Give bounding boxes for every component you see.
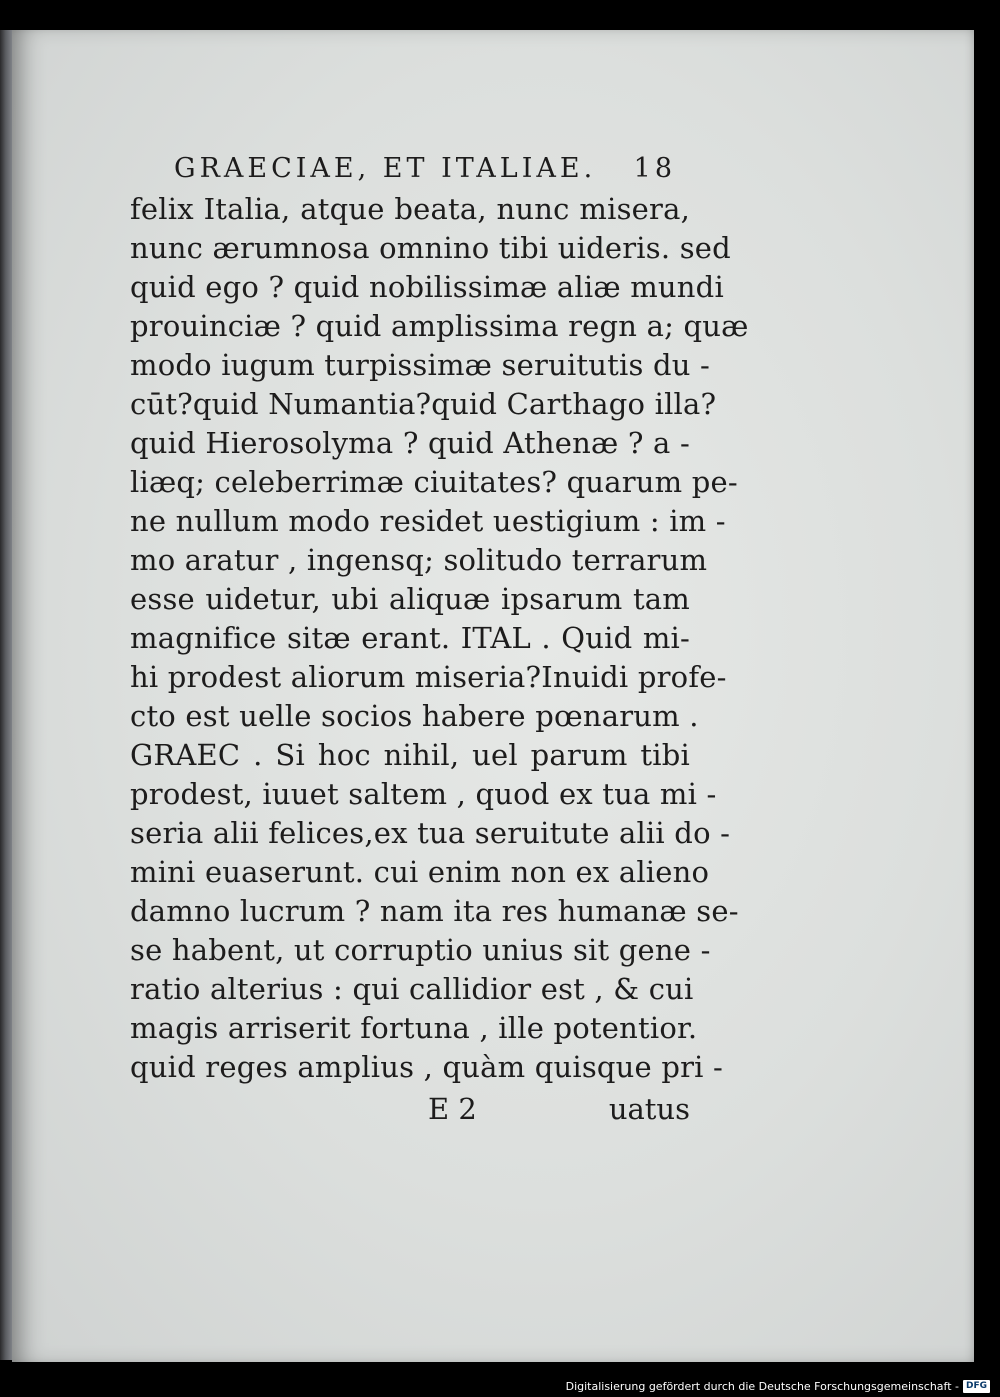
- dfg-logo: DFG: [963, 1380, 990, 1393]
- text-line: liæq; celeberrimæ ciuitates? quarum pe-: [130, 465, 738, 499]
- text-line: esse uidetur, ubi aliquæ ipsarum tam: [130, 582, 690, 616]
- text-line: quid Hierosolyma ? quid Athenæ ? a -: [130, 426, 690, 460]
- text-line: se habent, ut corruptio unius sit gene -: [130, 933, 711, 967]
- text-line: magnifice sitæ erant. ITAL . Quid mi-: [130, 621, 690, 655]
- text-line: prouinciæ ? quid amplissima regn a; quæ: [130, 309, 749, 343]
- text-line: hi prodest aliorum miseria?Inuidi profe-: [130, 660, 727, 694]
- page-footer: [130, 1089, 690, 1129]
- digitization-credit: [566, 1380, 990, 1393]
- catchword: uatus: [608, 1092, 690, 1126]
- text-line: seria alii felices,ex tua seruitute alii do -: [130, 816, 731, 850]
- text-line: ratio alterius : qui callidior est , & cui: [130, 972, 694, 1006]
- running-head: [130, 148, 690, 190]
- text-line: felix Italia, atque beata, nunc misera,: [130, 192, 690, 226]
- running-head-title: GRAECIAE, ET ITALIAE.: [174, 153, 597, 184]
- signature-mark: E 2: [428, 1092, 477, 1126]
- text-line: cto est uelle socios habere pœnarum .: [130, 699, 699, 733]
- text-line: cūt?quid Numantia?quid Carthago illa?: [130, 387, 717, 421]
- text-line: nunc ærumnosa omnino tibi uideris. sed: [130, 231, 731, 265]
- text-line: modo iugum turpissimæ seruitutis du -: [130, 348, 711, 382]
- text-line: damno lucrum ? nam ita res humanæ se-: [130, 894, 739, 928]
- text-block: [130, 148, 749, 1129]
- credit-text: Digitalisierung gefördert durch die Deutsche Forschungsgemeinschaft -: [565, 1380, 959, 1393]
- text-line: mini euaserunt. cui enim non ex alieno: [130, 855, 710, 889]
- text-line: ne nullum modo residet uestigium : im -: [130, 504, 726, 538]
- text-line: prodest, iuuet saltem , quod ex tua mi -: [130, 777, 717, 811]
- text-line: quid reges amplius , quàm quisque pri -: [130, 1050, 724, 1084]
- text-line: mo aratur , ingensq; solitudo terrarum: [130, 543, 708, 577]
- page-number: 18: [633, 153, 676, 184]
- text-line: magis arriserit fortuna , ille potentior.: [130, 1011, 698, 1045]
- text-line: quid ego ? quid nobilissimæ aliæ mundi: [130, 270, 724, 304]
- text-line: GRAEC . Si hoc nihil, uel parum tibi: [130, 738, 690, 772]
